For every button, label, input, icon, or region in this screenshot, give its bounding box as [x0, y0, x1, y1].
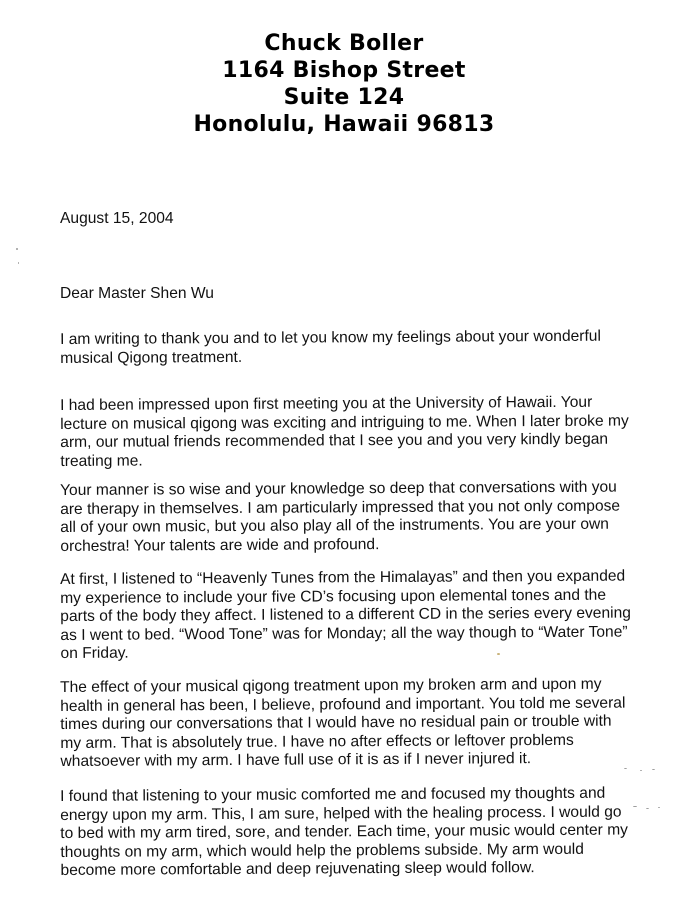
letter-date: August 15, 2004 [60, 210, 174, 227]
paragraph-1: I am writing to thank you and to let you know my feelings about your wonderful musical Qigong treatment. [60, 327, 601, 367]
scan-speck [652, 769, 655, 770]
salutation: Dear Master Shen Wu [60, 285, 214, 302]
scan-speck [640, 770, 642, 771]
paragraph-4: At first, I listened to “Heavenly Tunes from the Himalayas” and then you expanded my experience to include your five CD’s focusing upon elemental tones and the parts of the body they affect. I listened to a different CD in the series every evening as I went to bed. “Wood Tone” was for Monday; all the way though to “Water Tone” on Friday. [60, 567, 631, 663]
scan-speck [633, 806, 637, 807]
sender-street: 1164 Bishop Street [222, 58, 466, 83]
sender-suite: Suite 124 [283, 85, 405, 110]
scan-speck [16, 248, 18, 250]
sender-name: Chuck Boller [264, 31, 424, 56]
scan-speck [646, 808, 649, 809]
paragraph-3: Your manner is so wise and your knowledge so deep that conversations with you are therapy in themselves. I am particularly impressed that you not only compose all of your own music, but you also play all of the instruments. You are your own orchestra! Your talents are wide and profound. [60, 478, 621, 555]
scan-speck [18, 262, 19, 264]
scan-speck [497, 653, 500, 655]
paragraph-5: The effect of your musical qigong treatment upon my broken arm and upon my health in general has been, I believe, profound and important. You told me several times during our conversations that I would have no residual pain or trouble with my arm. That is absolutely true. I have no after effects or leftover problems whatsoever with my arm. I have full use of it is as if I never injured it. [60, 675, 626, 771]
scan-speck [624, 768, 627, 769]
letterhead [0, 30, 688, 138]
paragraph-6: I found that listening to your music comforted me and focused my thoughts and energy upon my arm. This, I am sure, helped with the healing process. I would go to bed with my arm tired, sore, and tender. Each time, your music would center my thoughts on my arm, which would help the problems subside. My arm would become more comfortable and deep rejuvenating sleep would follow. [60, 784, 629, 880]
paragraph-2: I had been impressed upon first meeting you at the University of Hawaii. Your lecture on musical qigong was exciting and intriguing to me. When I later broke my arm, our mutual friends recommended that I see you and you very kindly began treating me. [60, 393, 629, 470]
scan-speck [658, 807, 660, 808]
sender-city: Honolulu, Hawaii 96813 [193, 112, 495, 137]
